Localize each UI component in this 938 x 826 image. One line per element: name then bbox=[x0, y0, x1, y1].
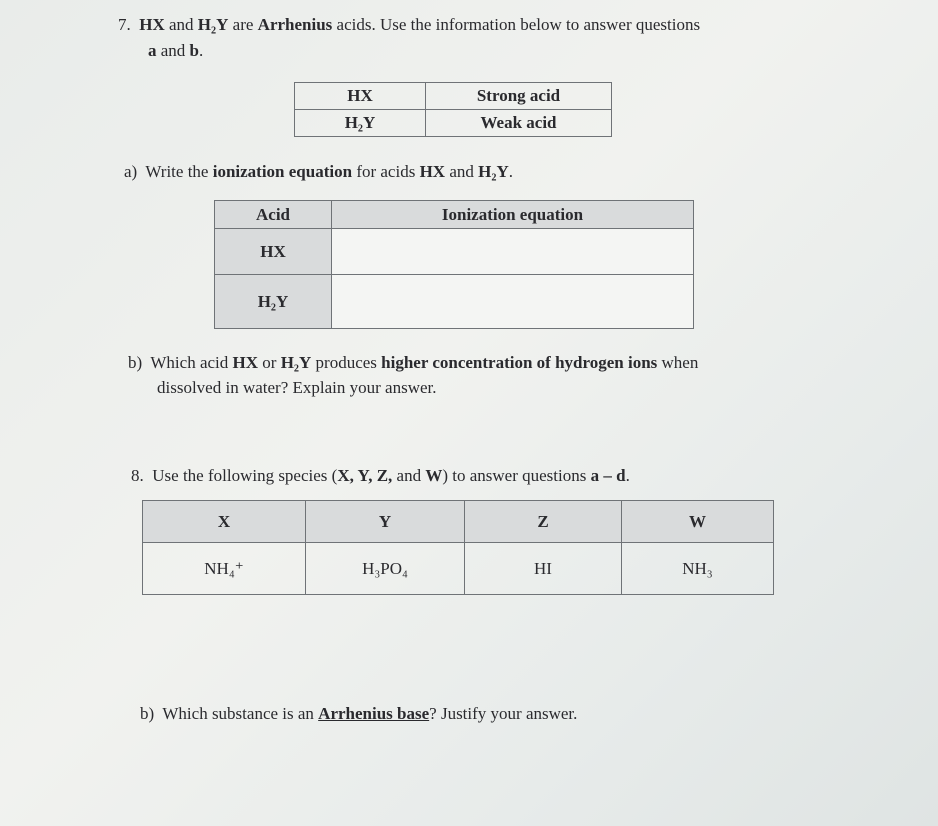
table-header-row bbox=[143, 501, 774, 543]
table-cell: HX bbox=[215, 229, 332, 275]
q7b-text1: Which acid bbox=[150, 353, 233, 372]
acid-strength-table bbox=[294, 82, 612, 137]
q7-part-b-ref: b bbox=[189, 41, 200, 60]
table-row bbox=[215, 275, 694, 329]
column-header-x: X bbox=[143, 501, 306, 543]
table-row bbox=[215, 229, 694, 275]
column-header-acid: Acid bbox=[215, 201, 332, 229]
q7-text-are: are bbox=[228, 15, 258, 34]
question-7b-line2 bbox=[157, 377, 437, 399]
table-cell: H₂Y bbox=[215, 275, 332, 329]
question-7b-text bbox=[128, 352, 828, 374]
table-cell: H₂Y bbox=[295, 110, 426, 137]
q7b-bold2: H₂Y bbox=[280, 353, 312, 372]
table-cell: Strong acid bbox=[426, 83, 612, 110]
table-row bbox=[295, 83, 612, 110]
question-number: 8. bbox=[131, 466, 144, 485]
species-x-value: NH₄⁺ bbox=[143, 543, 306, 595]
table-header-row bbox=[215, 201, 694, 229]
q8b-text1: Which substance is an bbox=[162, 704, 319, 723]
question-7-line2 bbox=[148, 40, 203, 62]
q7a-text4: . bbox=[508, 162, 513, 181]
ionization-equation-table bbox=[214, 200, 694, 329]
q7-text-rest: acids. Use the information below to answer questions bbox=[332, 15, 701, 34]
question-8-text bbox=[131, 465, 831, 487]
species-table bbox=[142, 500, 774, 595]
q7-h2y: H₂Y bbox=[197, 15, 229, 34]
table-row bbox=[295, 110, 612, 137]
q8-text4: . bbox=[625, 466, 630, 485]
q7b-text3: produces bbox=[311, 353, 382, 372]
q7b-text4: when bbox=[657, 353, 699, 372]
answer-cell-h2y[interactable] bbox=[332, 275, 694, 329]
part-label: b) bbox=[128, 353, 143, 372]
q7-hx: HX bbox=[139, 15, 165, 34]
q7a-text3: and bbox=[445, 162, 479, 181]
q7-text-and: and bbox=[164, 15, 198, 34]
q7a-bold2: HX bbox=[419, 162, 446, 181]
q8-species: X, Y, Z, bbox=[337, 466, 393, 485]
q7-line2-end: . bbox=[199, 41, 204, 60]
part-label: a) bbox=[124, 162, 138, 181]
question-number: 7. bbox=[118, 15, 131, 34]
column-header-z: Z bbox=[465, 501, 622, 543]
question-8b-text bbox=[140, 703, 840, 725]
column-header-w: W bbox=[622, 501, 774, 543]
q8-text1: Use the following species ( bbox=[152, 466, 338, 485]
q7b-bold3: higher concentration of hydrogen ions bbox=[381, 353, 658, 372]
q7a-bold3: H₂Y bbox=[478, 162, 509, 181]
question-7a-text bbox=[124, 161, 824, 183]
question-7-text bbox=[118, 14, 838, 36]
answer-cell-hx[interactable] bbox=[332, 229, 694, 275]
q7a-text1: Write the bbox=[145, 162, 213, 181]
q8-text2: and bbox=[392, 466, 426, 485]
q8-text3: ) to answer questions bbox=[442, 466, 591, 485]
species-w-value: NH₃ bbox=[622, 543, 774, 595]
q7b-text2: or bbox=[258, 353, 281, 372]
q7-line2-and: and bbox=[156, 41, 190, 60]
q8-w: W bbox=[425, 466, 443, 485]
q8b-text2: ? Justify your answer. bbox=[429, 704, 578, 723]
q7-part-a-ref: a bbox=[148, 41, 157, 60]
q7a-bold1: ionization equation bbox=[212, 162, 353, 181]
table-cell: Weak acid bbox=[426, 110, 612, 137]
q7-arrhenius: Arrhenius bbox=[257, 15, 333, 34]
q7a-text2: for acids bbox=[352, 162, 420, 181]
species-y-value: H₃PO₄ bbox=[306, 543, 465, 595]
q7b-line2: dissolved in water? Explain your answer. bbox=[157, 378, 437, 397]
species-z-value: HI bbox=[465, 543, 622, 595]
column-header-y: Y bbox=[306, 501, 465, 543]
q8-a-d: a – d bbox=[590, 466, 626, 485]
table-cell: HX bbox=[295, 83, 426, 110]
column-header-equation: Ionization equation bbox=[332, 201, 694, 229]
table-row bbox=[143, 543, 774, 595]
q8b-arrhenius-base: Arrhenius base bbox=[318, 704, 430, 723]
q7b-bold1: HX bbox=[232, 353, 259, 372]
part-label: b) bbox=[140, 704, 155, 723]
